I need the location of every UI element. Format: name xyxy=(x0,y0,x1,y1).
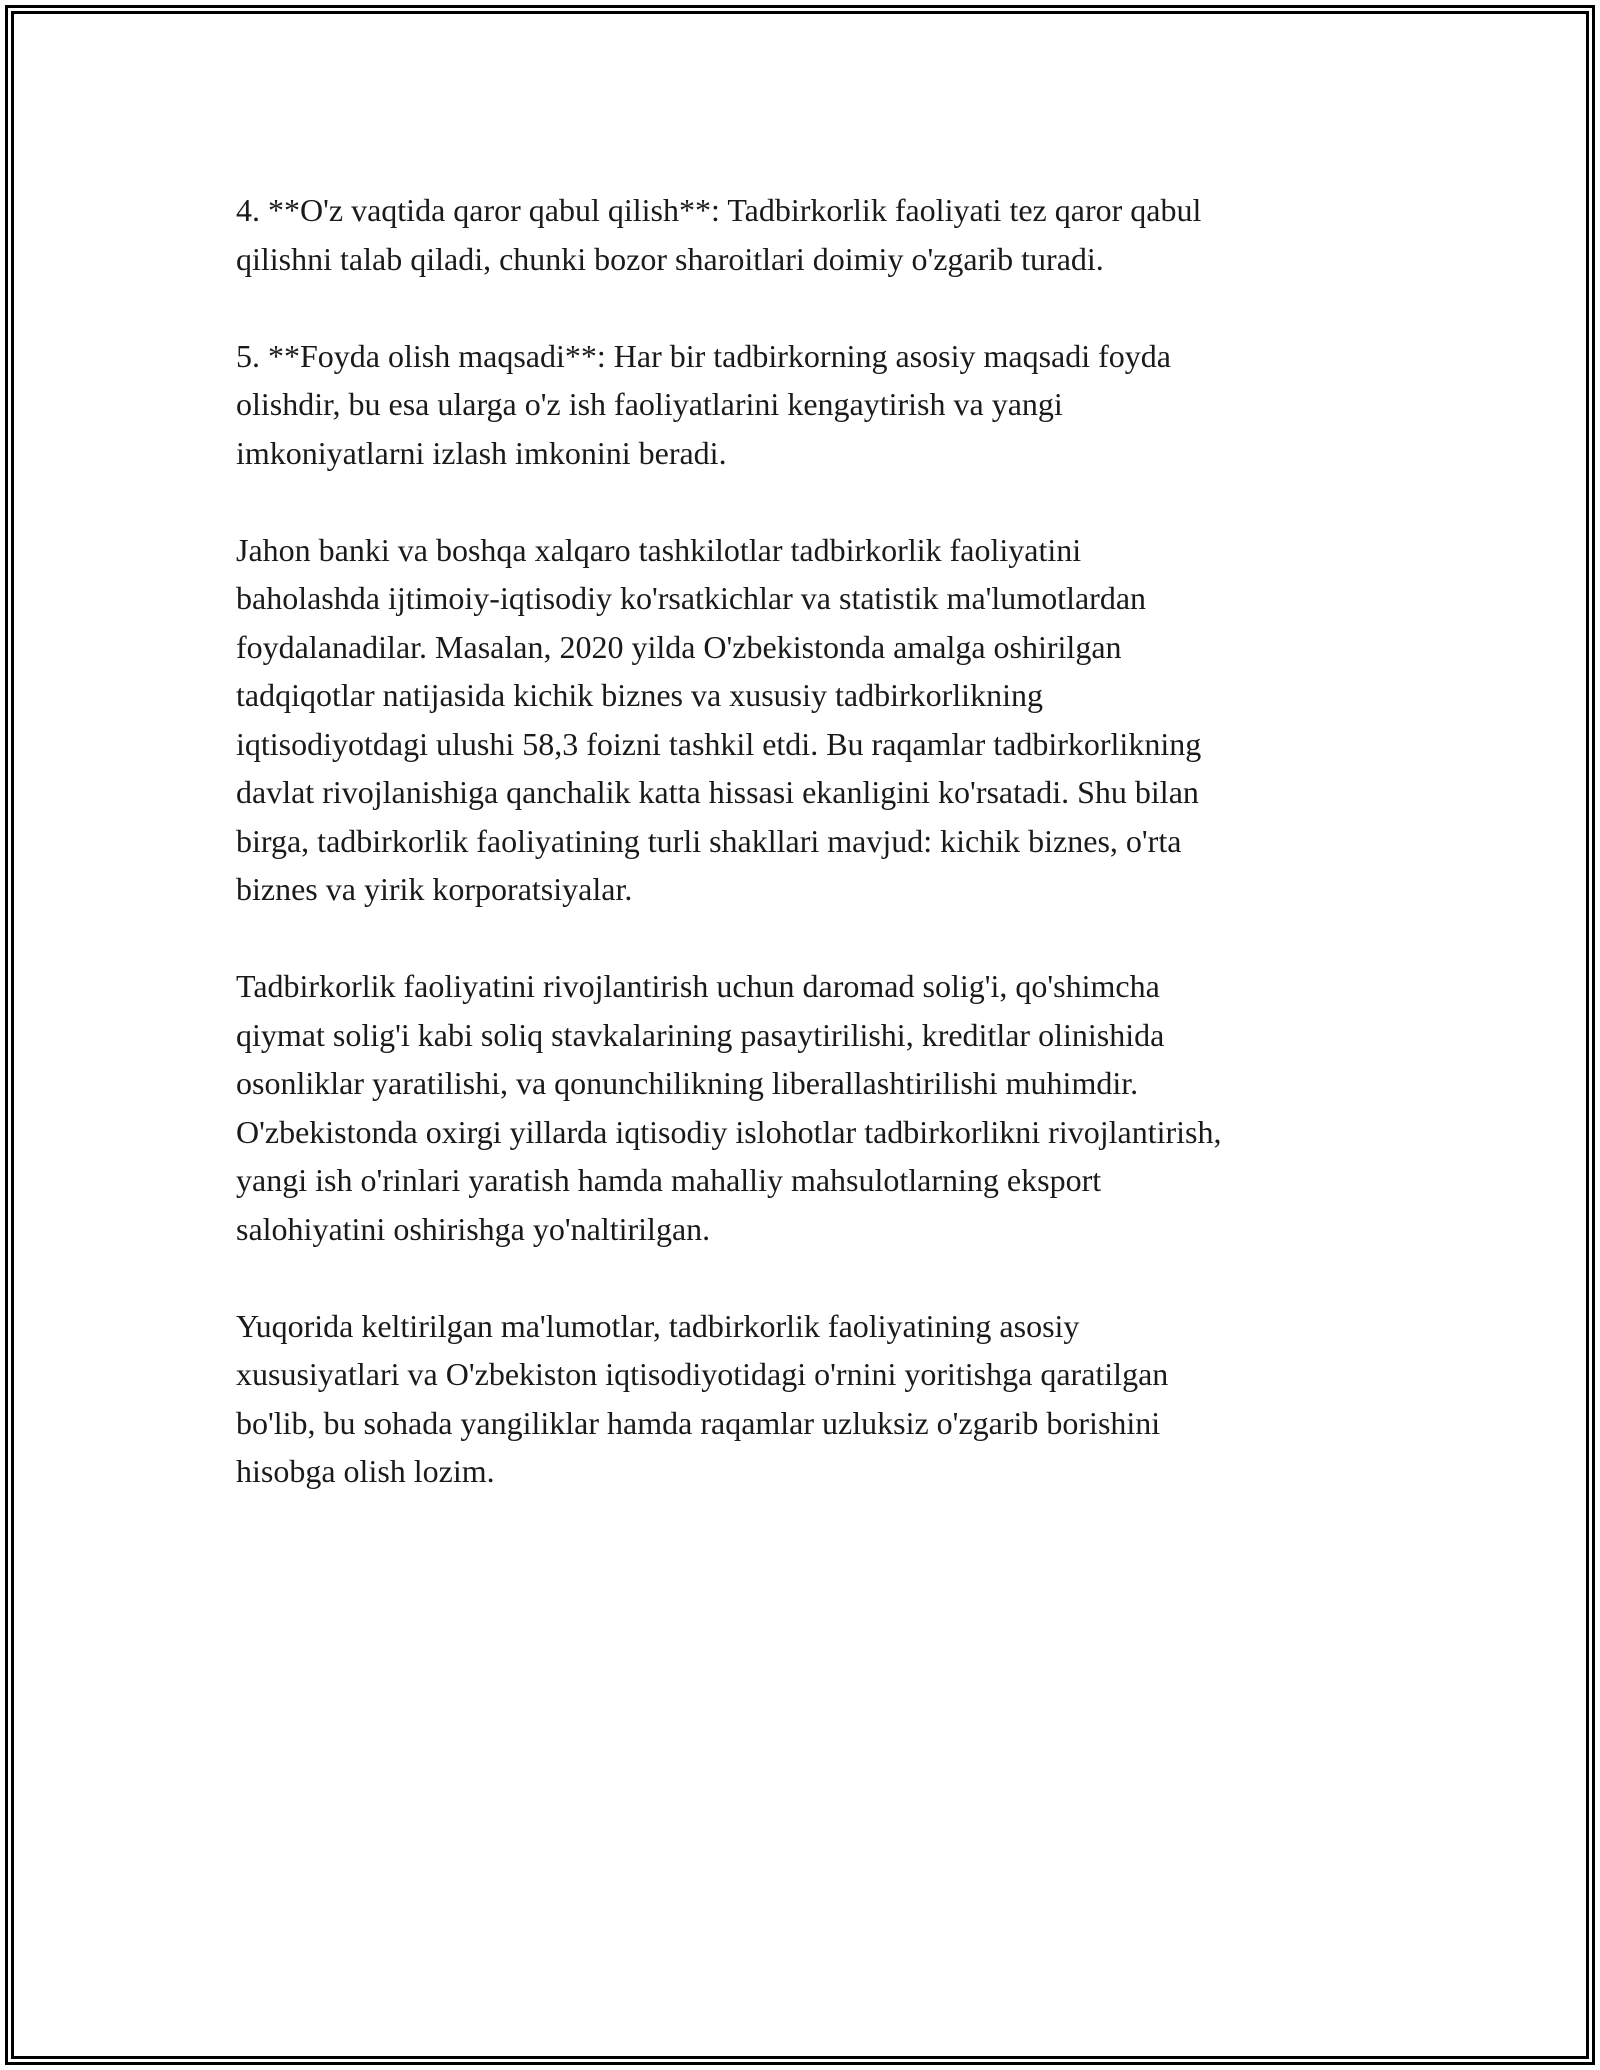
text-line: olishdir, bu esa ularga o'z ish faoliyatlarini kengaytirish va yangi xyxy=(236,386,1063,422)
document-body xyxy=(236,186,1371,1544)
paragraph-conclusion xyxy=(236,1302,1371,1496)
text-line: biznes va yirik korporatsiyalar. xyxy=(236,871,633,907)
text-line: iqtisodiyotdagi ulushi 58,3 foizni tashkil etdi. Bu raqamlar tadbirkorlikning xyxy=(236,725,1202,762)
text-line: salohiyatini oshirishga yo'naltirilgan. xyxy=(236,1210,711,1247)
paragraph-list-item-4 xyxy=(236,186,1371,283)
paragraph-tax-reforms xyxy=(236,962,1371,1253)
text-line: Jahon banki va boshqa xalqaro tashkilotlar tadbirkorlik faoliyatini xyxy=(236,531,1082,568)
text-line: 4. **O'z vaqtida qaror qabul qilish**: Tadbirkorlik faoliyati tez qaror qabul xyxy=(236,192,1202,228)
text-line: davlat rivojlanishiga qanchalik katta hissasi ekanligini ko'rsatadi. Shu bilan xyxy=(236,774,1199,810)
text-line: tadqiqotlar natijasida kichik biznes va xususiy tadbirkorlikning xyxy=(236,677,1043,713)
text-line: Tadbirkorlik faoliyatini rivojlantirish uchun daromad solig'i, qo'shimcha xyxy=(236,968,1160,1004)
text-line: qilishni talab qiladi, chunki bozor sharoitlari doimiy o'zgarib turadi. xyxy=(236,240,1104,277)
text-line: xususiyatlari va O'zbekiston iqtisodiyotidagi o'rnini yoritishga qaratilgan xyxy=(236,1356,1169,1392)
text-line: Yuqorida keltirilgan ma'lumotlar, tadbirkorlik faoliyatining asosiy xyxy=(236,1307,1080,1344)
text-line: hisobga olish lozim. xyxy=(236,1453,495,1489)
text-line: O'zbekistonda oxirgi yillarda iqtisodiy islohotlar tadbirkorlikni rivojlantirish, xyxy=(236,1113,1222,1150)
text-line: baholashda ijtimoiy-iqtisodiy ko'rsatkichlar va statistik ma'lumotlardan xyxy=(236,580,1147,616)
text-line: yangi ish o'rinlari yaratish hamda mahalliy mahsulotlarning eksport xyxy=(236,1162,1102,1198)
text-line: imkoniyatlarni izlash imkonini beradi. xyxy=(236,434,727,471)
text-line: 5. **Foyda olish maqsadi**: Har bir tadbirkorning asosiy maqsadi foyda xyxy=(236,337,1171,374)
text-line: qiymat solig'i kabi soliq stavkalarining pasaytirilishi, kreditlar olinishida xyxy=(236,1016,1165,1053)
text-line: birga, tadbirkorlik faoliyatining turli shakllari mavjud: kichik biznes, o'rta xyxy=(236,822,1182,859)
text-line: osonliklar yaratilishi, va qonunchilikning liberallashtirilishi muhimdir. xyxy=(236,1065,1139,1101)
paragraph-world-bank xyxy=(236,526,1371,914)
text-line: foydalanadilar. Masalan, 2020 yilda O'zbekistonda amalga oshirilgan xyxy=(236,628,1122,665)
text-line: bo'lib, bu sohada yangiliklar hamda raqamlar uzluksiz o'zgarib borishini xyxy=(236,1404,1161,1441)
paragraph-list-item-5 xyxy=(236,332,1371,478)
